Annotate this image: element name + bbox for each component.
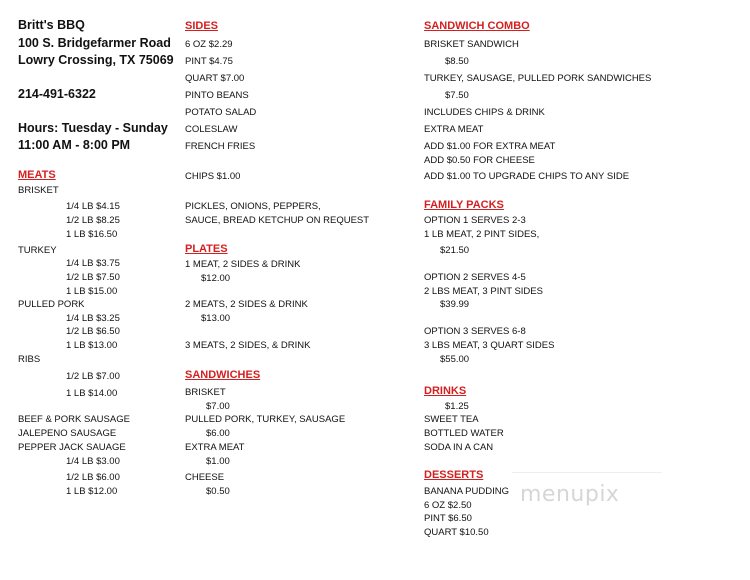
plate-two-meats-price: $13.00 (201, 313, 231, 324)
family-option-2: OPTION 2 SERVES 4-5 (424, 272, 526, 283)
plates-heading: PLATES (185, 243, 228, 255)
side-coleslaw: COLESLAW (185, 124, 238, 135)
turkey-quarter-lb: 1/4 LB $3.75 (66, 258, 120, 269)
sandwich-pulled-pork-turkey-sausage: PULLED PORK, TURKEY, SAUSAGE (185, 414, 346, 425)
family-option-3-desc: 3 LBS MEAT, 3 QUART SIDES (424, 340, 555, 351)
plate-three-meats: 3 MEATS, 2 SIDES, & DRINK (185, 340, 311, 351)
family-option-3-price: $55.00 (440, 354, 470, 365)
meat-pepper-jack-sausage: PEPPER JACK SAUAGE (18, 442, 126, 453)
combo-includes: INCLUDES CHIPS & DRINK (424, 107, 545, 118)
hours-time: 11:00 AM - 8:00 PM (18, 138, 131, 152)
side-chips: CHIPS $1.00 (185, 171, 241, 182)
meat-turkey: TURKEY (18, 245, 57, 256)
hours-days: Hours: Tuesday - Sunday (18, 121, 168, 135)
combo-add-extra-meat: ADD $1.00 FOR EXTRA MEAT (424, 141, 556, 152)
ribs-half-lb: 1/2 LB $7.00 (66, 371, 120, 382)
turkey-one-lb: 1 LB $15.00 (66, 286, 118, 297)
combo-other-sandwiches: TURKEY, SAUSAGE, PULLED PORK SANDWICHES (424, 73, 652, 84)
combo-upgrade-chips: ADD $1.00 TO UPGRADE CHIPS TO ANY SIDE (424, 171, 630, 182)
watermark-rule (512, 472, 662, 473)
dessert-size-6oz: 6 OZ $2.50 (424, 500, 472, 511)
family-option-1-price: $21.50 (440, 245, 470, 256)
watermark-logo-text: menupix (520, 482, 620, 507)
drinks-heading: DRINKS (424, 385, 467, 397)
pulled-pork-half-lb: 1/2 LB $6.50 (66, 326, 120, 337)
dessert-size-quart: QUART $10.50 (424, 527, 489, 538)
address-line-1: 100 S. Bridgefarmer Road (18, 36, 171, 50)
meat-brisket: BRISKET (18, 185, 59, 196)
drink-sweet-tea: SWEET TEA (424, 414, 479, 425)
brisket-half-lb: 1/2 LB $8.25 (66, 215, 120, 226)
dessert-banana-pudding: BANANA PUDDING (424, 486, 509, 497)
business-name: Britt's BBQ (18, 18, 85, 32)
family-option-3: OPTION 3 SERVES 6-8 (424, 326, 526, 337)
meats-heading: MEATS (18, 169, 56, 181)
sandwich-extra-meat-price: $1.00 (206, 456, 230, 467)
meat-ribs: RIBS (18, 354, 41, 365)
menupix-watermark (512, 472, 662, 516)
combo-other-price: $7.50 (445, 90, 469, 101)
pulled-pork-one-lb: 1 LB $13.00 (66, 340, 118, 351)
meat-beef-pork-sausage: BEEF & PORK SAUSAGE (18, 414, 130, 425)
brisket-quarter-lb: 1/4 LB $4.15 (66, 201, 120, 212)
sandwich-cheese: CHEESE (185, 472, 225, 483)
sausage-half-lb: 1/2 LB $6.00 (66, 472, 120, 483)
side-size-6oz: 6 OZ $2.29 (185, 39, 233, 50)
plate-one-meat-price: $12.00 (201, 273, 231, 284)
sausage-quarter-lb: 1/4 LB $3.00 (66, 456, 120, 467)
combo-brisket-price: $8.50 (445, 56, 469, 67)
meat-jalepeno-sausage: JALEPENO SAUSAGE (18, 428, 117, 439)
sausage-one-lb: 1 LB $12.00 (66, 486, 118, 497)
sandwich-brisket-price: $7.00 (206, 401, 230, 412)
sandwich-pulled-pork-price: $6.00 (206, 428, 230, 439)
drink-soda-can: SODA IN A CAN (424, 442, 494, 453)
combo-add-cheese: ADD $0.50 FOR CHEESE (424, 155, 535, 166)
side-extras-line-1: PICKLES, ONIONS, PEPPERS, (185, 201, 321, 212)
brisket-one-lb: 1 LB $16.50 (66, 229, 118, 240)
phone-number: 214-491-6322 (18, 87, 96, 101)
drinks-price: $1.25 (445, 401, 469, 412)
sandwich-cheese-price: $0.50 (206, 486, 230, 497)
side-size-pint: PINT $4.75 (185, 56, 233, 67)
combo-extra-meat: EXTRA MEAT (424, 124, 484, 135)
side-extras-line-2: SAUCE, BREAD KETCHUP ON REQUEST (185, 215, 370, 226)
address-line-2: Lowry Crossing, TX 75069 (18, 53, 174, 67)
dessert-size-pint: PINT $6.50 (424, 513, 472, 524)
plate-one-meat: 1 MEAT, 2 SIDES & DRINK (185, 259, 301, 270)
side-potato-salad: POTATO SALAD (185, 107, 257, 118)
pulled-pork-quarter-lb: 1/4 LB $3.25 (66, 313, 120, 324)
turkey-half-lb: 1/2 LB $7.50 (66, 272, 120, 283)
desserts-heading: DESSERTS (424, 469, 484, 481)
combo-brisket-sandwich: BRISKET SANDWICH (424, 39, 519, 50)
ribs-one-lb: 1 LB $14.00 (66, 388, 118, 399)
drink-bottled-water: BOTTLED WATER (424, 428, 504, 439)
side-pinto-beans: PINTO BEANS (185, 90, 249, 101)
family-option-2-price: $39.99 (440, 299, 470, 310)
family-option-1-desc: 1 LB MEAT, 2 PINT SIDES, (424, 229, 540, 240)
side-french-fries: FRENCH FRIES (185, 141, 256, 152)
family-packs-heading: FAMILY PACKS (424, 199, 504, 211)
sandwich-extra-meat: EXTRA MEAT (185, 442, 245, 453)
sandwich-combo-heading: SANDWICH COMBO (424, 20, 530, 32)
plate-two-meats: 2 MEATS, 2 SIDES & DRINK (185, 299, 308, 310)
sandwich-brisket: BRISKET (185, 387, 226, 398)
meat-pulled-pork: PULLED PORK (18, 299, 85, 310)
side-size-quart: QUART $7.00 (185, 73, 245, 84)
family-option-2-desc: 2 LBS MEAT, 3 PINT SIDES (424, 286, 543, 297)
sandwiches-heading: SANDWICHES (185, 369, 261, 381)
sides-heading: SIDES (185, 20, 219, 32)
family-option-1: OPTION 1 SERVES 2-3 (424, 215, 526, 226)
